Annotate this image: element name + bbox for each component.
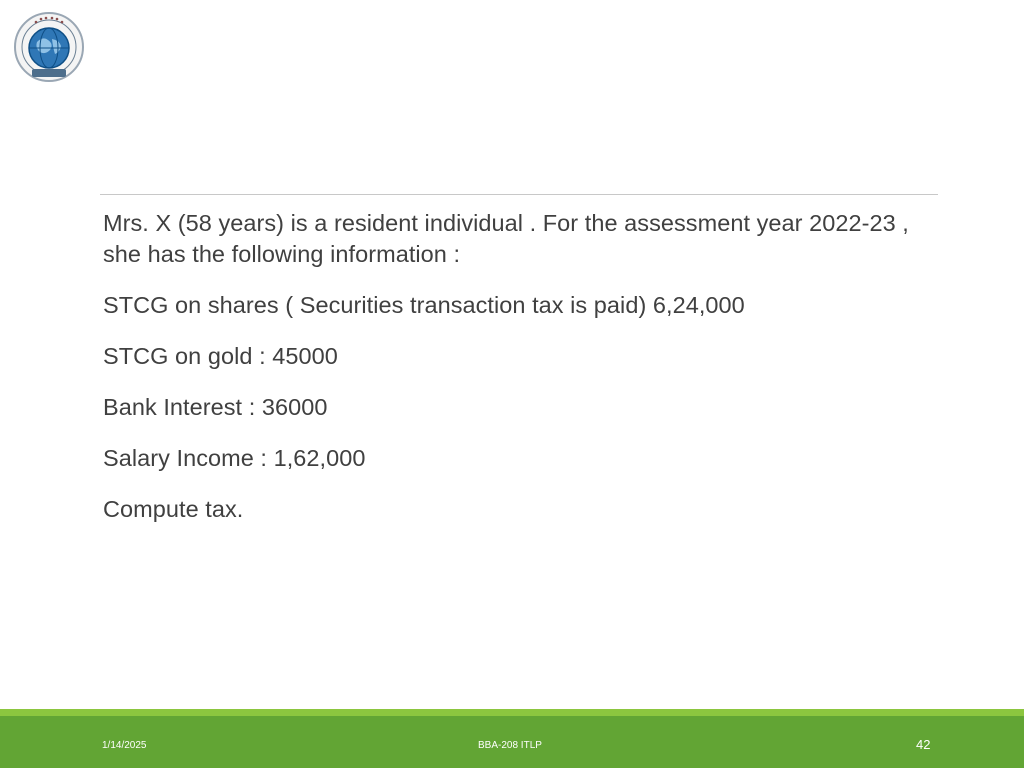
slide-body <box>103 208 943 545</box>
problem-statement: Mrs. X (58 years) is a resident individual . For the assessment year 2022-23 , she has the following information : <box>103 210 909 267</box>
slide-page-number: 42 <box>916 737 931 752</box>
instruction-line: Compute tax. <box>103 496 244 522</box>
salary-income-line: Salary Income : 1,62,000 <box>103 445 366 471</box>
stcg-shares-line: STCG on shares ( Securities transaction tax is paid) 6,24,000 <box>103 292 745 318</box>
university-emblem-icon <box>10 9 88 87</box>
footer-accent-stripe <box>0 709 1024 716</box>
bank-interest-line: Bank Interest : 36000 <box>103 394 328 420</box>
stcg-gold-line: STCG on gold : 45000 <box>103 343 338 369</box>
footer-course-code: BBA-208 ITLP <box>478 740 542 751</box>
footer-date: 1/14/2025 <box>102 740 147 751</box>
slide-footer <box>0 716 1024 768</box>
title-divider <box>100 194 938 195</box>
